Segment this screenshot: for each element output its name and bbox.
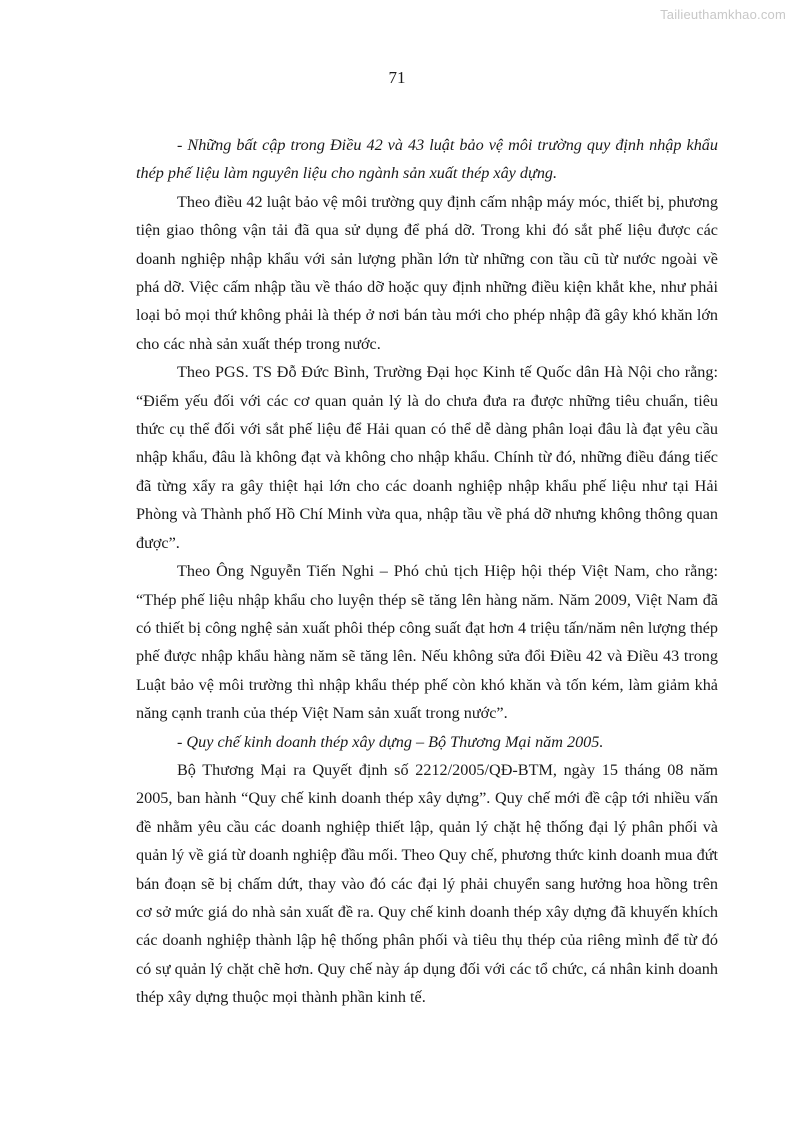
page-number: 71 <box>388 68 406 87</box>
paragraph-quote-nguyen-tien-nghi: Theo Ông Nguyễn Tiến Nghi – Phó chủ tịch Hiệp hội thép Việt Nam, cho rằng: “Thép phế liệu nhập khẩu cho luyện thép sẽ tăng lên hàng năm. Năm 2009, Việt Nam đã có thiết bị công nghệ sản xuất phôi thép công suất đạt hơn 4 triệu tấn/năm nên lượng thép phế được nhập khẩu hàng năm sẽ tăng lên. Nếu không sửa đổi Điều 42 và Điều 43 trong Luật bảo vệ môi trường thì nhập khẩu thép phế còn khó khăn và tốn kém, làm giảm khả năng cạnh tranh của thép Việt Nam sản xuất trong nước”. <box>136 562 718 723</box>
subheading-trade-regulation: - Quy chế kinh doanh thép xây dựng – Bộ Thương Mại năm 2005. <box>177 732 604 751</box>
paragraph-quote-do-duc-binh: Theo PGS. TS Đỗ Đức Bình, Trường Đại học Kinh tế Quốc dân Hà Nội cho rằng: “Điểm yếu đối với các cơ quan quản lý là do chưa đưa ra được những tiêu chuẩn, tiêu thức cụ thể đối với sắt phế liệu để Hải quan có thể dễ dàng phân loại đâu là đạt yêu cầu nhập khẩu, đâu là không đạt và không cho nhập khẩu. Chính từ đó, những điều đáng tiếc đã từng xẩy ra gây thiệt hại lớn cho các doanh nghiệp nhập khẩu phế liệu như tại Hải Phòng và Thành phố Hồ Chí Minh vừa qua, nhập tầu về phá dỡ nhưng không thông quan được”. <box>136 363 718 552</box>
document-body <box>136 131 718 1012</box>
paragraph-article-42: Theo điều 42 luật bảo vệ môi trường quy định cấm nhập máy móc, thiết bị, phương tiện giao thông vận tải đã qua sử dụng để phá dỡ. Trong khi đó sắt phế liệu được các doanh nghiệp nhập khẩu với sản lượng phần lớn từ những con tầu cũ từ nước ngoài về phá dỡ. Việc cấm nhập tầu về tháo dỡ hoặc quy định những điều kiện khắt khe, như phải loại bỏ mọi thứ không phải là thép ở nơi bán tàu mới cho phép nhập đã gây khó khăn lớn cho các nhà sản xuất thép trong nước. <box>136 192 718 353</box>
watermark: Tailieuthamkhao.com <box>660 7 786 22</box>
subheading-steel-import-issues: - Những bất cập trong Điều 42 và 43 luật bảo vệ môi trường quy định nhập khẩu thép phế liệu làm nguyên liệu cho ngành sản xuất thép xây dựng. <box>136 136 718 183</box>
paragraph-regulation-details: Bộ Thương Mại ra Quyết định số 2212/2005/QĐ-BTM, ngày 15 tháng 08 năm 2005, ban hành “Quy chế kinh doanh thép xây dựng”. Quy chế mới đề cập tới nhiều vấn đề nhằm yêu cầu các doanh nghiệp thiết lập, quản lý chặt hệ thống đại lý phân phối và quản lý về giá từ doanh nghiệp đầu mối. Theo Quy chế, phương thức kinh doanh mua đứt bán đoạn sẽ bị chấm dứt, thay vào đó các đại lý phải chuyển sang hưởng hoa hồng trên cơ sở mức giá do nhà sản xuất đề ra. Quy chế kinh doanh thép xây dựng đã khuyến khích các doanh nghiệp thành lập hệ thống phân phối và tiêu thụ thép của riêng mình để từ đó có sự quản lý chặt chẽ hơn. Quy chế này áp dụng đối với các tổ chức, cá nhân kinh doanh thép xây dựng thuộc mọi thành phần kinh tế. <box>136 760 718 1007</box>
